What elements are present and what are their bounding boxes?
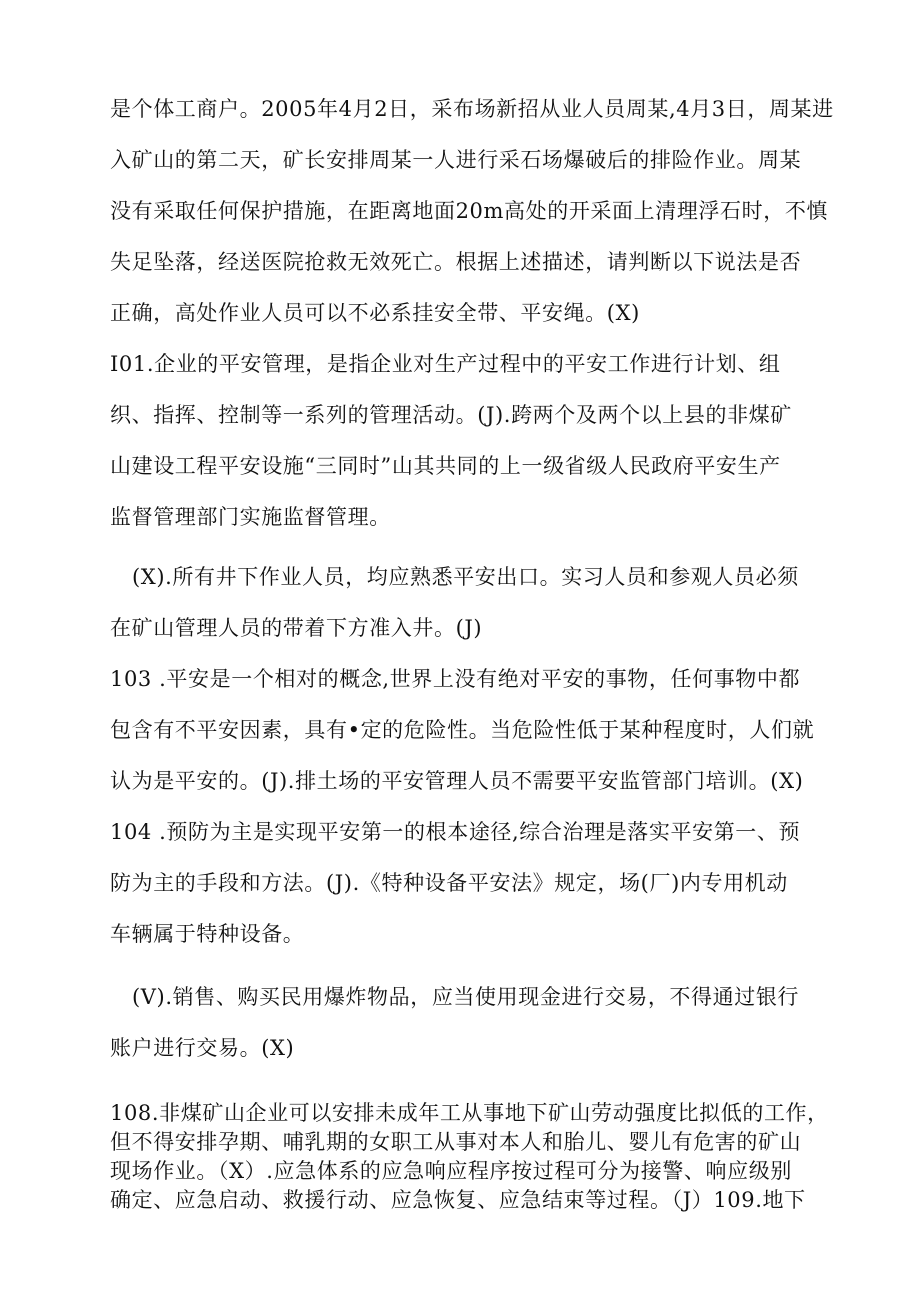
paragraph-block-2 xyxy=(110,552,815,960)
text-line: 账户进行交易。(X) xyxy=(110,1036,295,1060)
text-line: 确定、应急启动、救援行动、应急恢复、应急结束等过程。（J）109.地下 xyxy=(110,1188,806,1212)
text-line: 104 .预防为主是实现平安第一的根本途径,综合治理是落实平安第一、预 xyxy=(110,820,801,844)
text-line: 在矿山管理人员的带着下方准入井。(J) xyxy=(110,616,483,640)
text-line: 防为主的手段和方法。(J).《特种设备平安法》规定，场(厂)内专用机动 xyxy=(110,871,788,895)
text-line: 是个体工商户。2005年4月2日，采布场新招从业人员周某,4月3日，周某进 xyxy=(110,97,834,121)
text-line: 正确，高处作业人员可以不必系挂安全带、平安绳。(X) xyxy=(110,301,640,325)
text-line: 包含有不平安因素，具有•定的危险性。当危险性低于某种程度时，人们就 xyxy=(110,718,815,742)
text-line: I01.企业的平安管理，是指企业对生产过程中的平安工作进行计划、组 xyxy=(110,352,781,376)
text-line: 103 .平安是一个相对的概念,世界上没有绝对平安的事物，任何事物中都 xyxy=(110,667,801,691)
text-line: 入矿山的第二天，矿长安排周某一人进行采石场爆破后的排险作业。周某 xyxy=(110,148,802,172)
text-line: 现场作业。（X）.应急体系的应急响应程序按过程可分为接警、响应级别 xyxy=(110,1159,792,1183)
text-line: 织、指挥、控制等一系列的管理活动。(J).跨两个及两个以上县的非煤矿 xyxy=(110,403,792,427)
text-line: 山建设工程平安设施“三同时”山其共同的上一级省级人民政府平安生产 xyxy=(110,454,781,478)
text-line: (V).销售、购买民用爆炸物品，应当使用现金进行交易，不得通过银行 xyxy=(132,985,800,1009)
text-line: 108.非煤矿山企业可以安排未成年工从事地下矿山劳动强度比拟低的工作， xyxy=(110,1101,829,1125)
text-line: 车辆属于特种设备。 xyxy=(110,922,305,946)
paragraph-block-4 xyxy=(110,1099,829,1215)
text-line: (X).所有井下作业人员，均应熟悉平安出口。实习人员和参观人员必须 xyxy=(132,565,799,589)
text-line: 但不得安排孕期、哺乳期的女职工从事对本人和胎儿、婴儿有危害的矿山 xyxy=(110,1130,802,1154)
text-line: 没有采取任何保护措施，在距离地面20m高处的开采面上清理浮石时，不慎 xyxy=(110,199,829,223)
text-line: 失足坠落，经送医院抢救无效死亡。根据上述描述，请判断以下说法是否 xyxy=(110,250,802,274)
text-line: 监督管理部门实施监督管理。 xyxy=(110,505,391,529)
paragraph-block-3 xyxy=(110,972,810,1074)
text-line: 认为是平安的。(J).排土场的平安管理人员不需要平安监管部门培训。(X) xyxy=(110,769,804,793)
paragraph-block-1 xyxy=(110,84,834,543)
